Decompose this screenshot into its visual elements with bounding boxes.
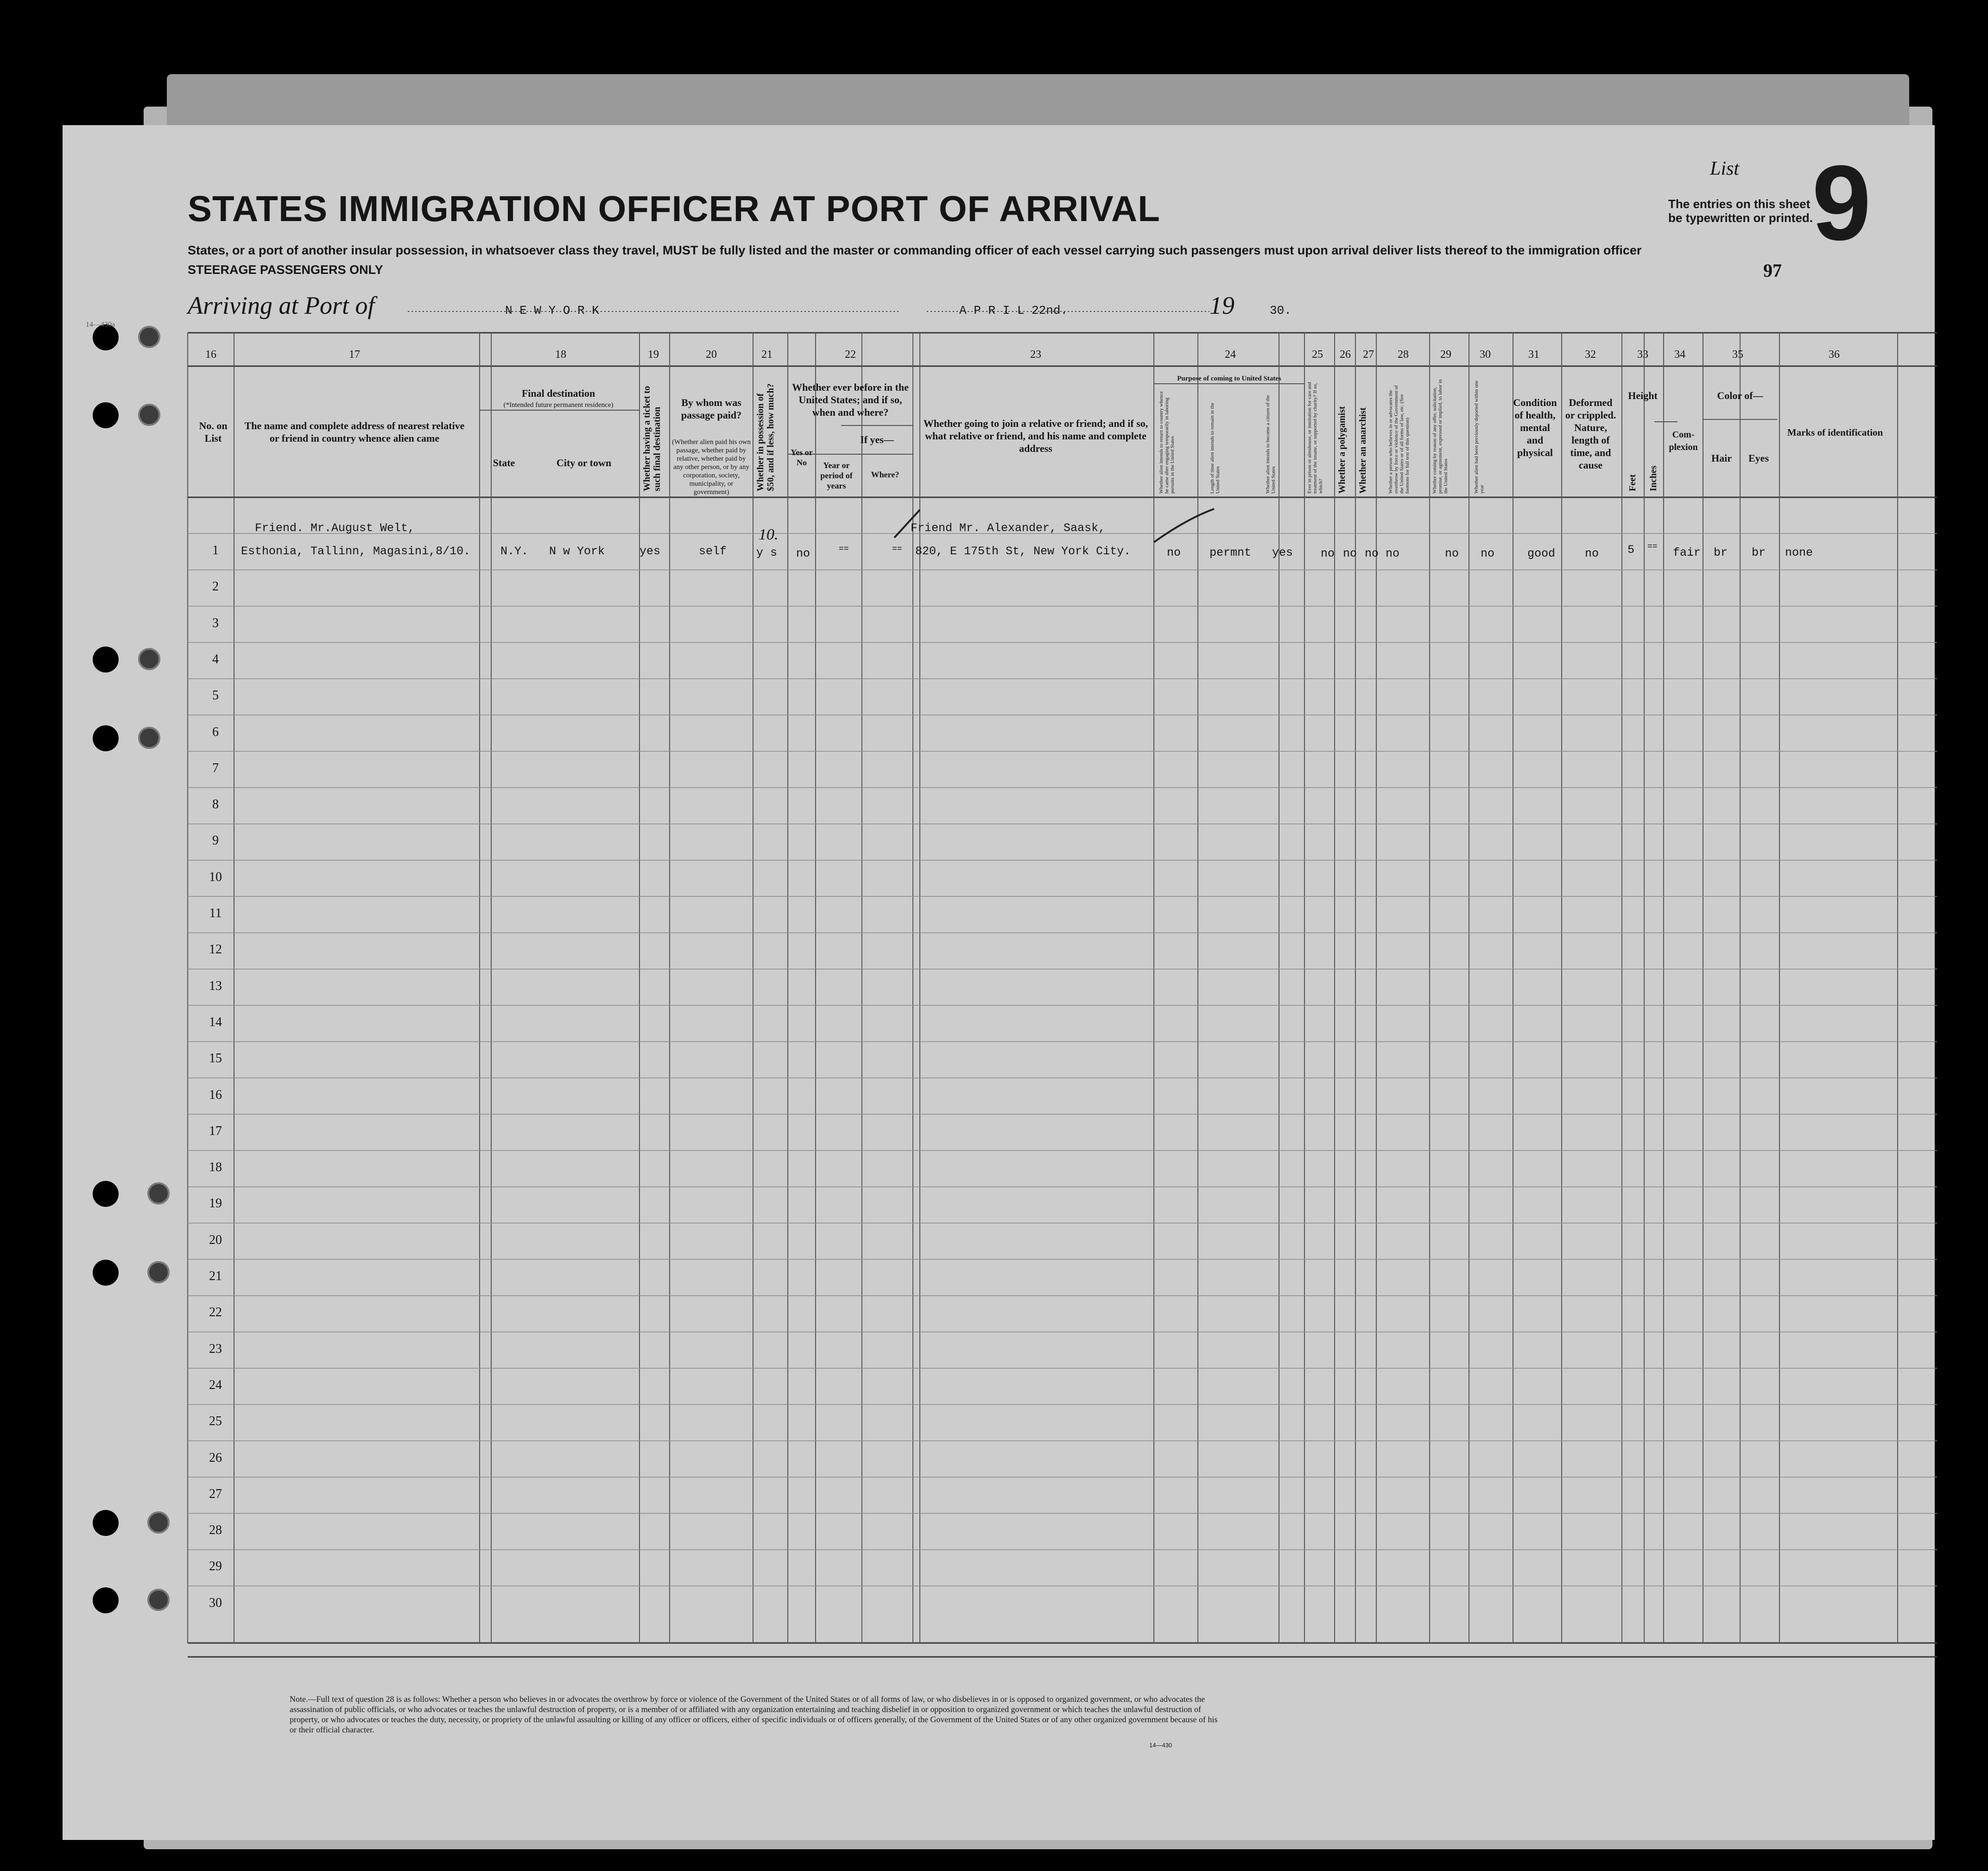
entry-money-typed: y s <box>756 546 778 559</box>
row-number: 24 <box>209 1377 222 1392</box>
entry-eyes: br <box>1752 546 1766 559</box>
header-polygamist: Whether a polygamist <box>1337 406 1347 494</box>
list-note-line2: be typewritten or printed. <box>1668 211 1813 225</box>
list-note-line1: The entries on this sheet <box>1668 197 1811 211</box>
col-number: 20 <box>706 349 717 361</box>
header-feet: Feet <box>1627 474 1638 491</box>
header-passage-paid-note: (Whether alien paid his own passage, whether paid by relative, whether paid by any other person, or by any corporation, society, municipality, or government) <box>672 438 751 496</box>
header-health: Condition of health, mental and physical <box>1513 397 1557 458</box>
col-number: 30 <box>1480 349 1491 361</box>
row-number: 6 <box>212 724 219 739</box>
row-number: 26 <box>209 1450 222 1465</box>
row-number: 22 <box>209 1305 222 1320</box>
col-number: 23 <box>1030 349 1041 361</box>
entry-complexion: fair <box>1673 546 1701 559</box>
col-number: 29 <box>1440 349 1451 361</box>
header-where: Where? <box>871 470 899 479</box>
col-number: 34 <box>1674 349 1685 361</box>
list-number: 9 <box>1812 143 1871 262</box>
entry-city: N w York <box>549 545 605 558</box>
page-title: STATES IMMIGRATION OFFICER AT PORT OF ARRIVAL <box>188 188 1160 229</box>
col-number: 35 <box>1732 349 1743 361</box>
col-number: 24 <box>1225 349 1236 361</box>
row-number: 25 <box>209 1414 222 1429</box>
entry-before-us: no <box>796 547 810 560</box>
entry-relative-line1: Friend. Mr.August Welt, <box>255 521 415 535</box>
year-prefix: 19 <box>1209 292 1235 319</box>
header-return-intent: Whether alien intends to return to country whence he came after engaging temporarily in laboring pursuits in the United States <box>1159 391 1175 494</box>
row-number: 7 <box>212 761 219 775</box>
entry-marks: none <box>1785 546 1813 559</box>
col-number: 25 <box>1312 349 1323 361</box>
header-state: State <box>493 457 515 469</box>
col-number: 18 <box>555 349 566 361</box>
entry-state: N.Y. <box>500 545 529 558</box>
header-color-of: Color of— <box>1717 390 1763 401</box>
header-anarchist: Whether an anarchist <box>1358 407 1368 494</box>
row-number: 11 <box>209 906 222 920</box>
entry-overthrow: no <box>1386 547 1400 560</box>
header-final-destination-note: (*Intended future permanent residence) <box>503 401 614 409</box>
col-number: 22 <box>845 349 856 361</box>
entry-polygamist: no <box>1343 547 1357 560</box>
row-number: 19 <box>209 1196 222 1211</box>
header-eyes: Eyes <box>1748 452 1769 464</box>
row-number: 21 <box>209 1269 222 1283</box>
header-prison: Ever in prison or almshouse, or institution for care and treatment of the insane, or supported by charity? If so, which? <box>1307 382 1323 494</box>
header-if-yes: If yes— <box>860 434 894 445</box>
header-hair: Hair <box>1711 452 1732 464</box>
col-number: 33 <box>1637 349 1648 361</box>
entry-anarchist: no <box>1365 547 1379 560</box>
footnote: Note.—Full text of question 28 is as follows: Whether a person who believes in or advocates the overthrow by force or violence of the Government of the United States or of all forms of law, or who disbelieves in or is opposed to organized government, or who advocates the assassination of public officials, or who advocates or teaches the unlawful destruction of property, or is a member of or affiliated with any organization entertaining and teaching disbelief in or opposition to organized government or which teaches the unlawful destruction of property, or who advocates or teaches the duty, necessity, or propriety of the unlawful assaulting or killing of any officer or officers, either of specific individuals or of officers generally, of the Government of the United States or of any other organized government because of his or their official character. <box>290 1694 1218 1734</box>
date-value: A P R I L 22nd. <box>959 304 1068 317</box>
entry-where: == <box>892 545 902 554</box>
col-number: 26 <box>1340 349 1351 361</box>
list-label: List <box>1710 158 1740 179</box>
row-number: 12 <box>209 942 222 957</box>
instructions-line: States, or a port of another insular possession, in whatsoever class they travel, MUST be fully listed and the master or commanding officer of each vessel carrying such passengers must upon arrival deliver lists thereof to the immigration officer <box>188 243 1642 257</box>
port-value: N E W Y O R K <box>505 304 599 317</box>
header-join-relative: Whether going to join a relative or friend; and if so, what relative or friend, and his name and complete address <box>923 418 1148 454</box>
header-labor-offer: Whether coming by reason of any offer, solicitation, promise, or agreement, expressed or implied, to labor in the United States <box>1432 379 1449 494</box>
entry-length-stay: permnt <box>1209 546 1252 559</box>
header-year-period: Year or period of years <box>820 461 853 490</box>
page-number: 97 <box>1763 260 1782 281</box>
row-number: 13 <box>209 978 222 993</box>
row-number: 5 <box>212 688 219 703</box>
col-number: 28 <box>1398 349 1409 361</box>
header-deformed: Deformed or crippled. Nature, length of time, and cause <box>1565 397 1616 471</box>
row-number: 27 <box>209 1486 222 1501</box>
entry-year-period: == <box>839 545 849 554</box>
row-number: 29 <box>209 1559 222 1574</box>
year-value: 30. <box>1270 304 1292 317</box>
entry-join-line1: Friend Mr. Alexander, Saask, <box>911 521 1106 535</box>
header-city: City or town <box>556 457 612 469</box>
entry-return-intent: no <box>1167 546 1181 559</box>
header-purpose: Purpose of coming to United States <box>1177 375 1281 382</box>
header-complexion: Com-plexion <box>1669 430 1698 452</box>
entry-paid-by: self <box>699 545 727 558</box>
header-no-on-list: No. on List <box>199 420 228 444</box>
row-number: 28 <box>209 1523 222 1538</box>
row-number: 17 <box>209 1123 222 1138</box>
header-deported: Whether alien had been previously deported within one year <box>1474 380 1485 494</box>
header-inches: Inches <box>1648 465 1659 491</box>
row-number: 2 <box>212 579 219 594</box>
header-money: Whether in possession of $50, and if less, how much? <box>755 383 776 491</box>
header-height: Height <box>1628 390 1658 401</box>
header-before-in-us: Whether ever before in the United States; and if so, when and where? <box>792 381 909 418</box>
form-id: 14—430a <box>86 321 115 329</box>
col-number: 31 <box>1528 349 1539 361</box>
entry-prison: no <box>1321 547 1335 560</box>
col-number: 21 <box>761 349 772 361</box>
entry-hair: br <box>1714 546 1728 559</box>
row-number: 18 <box>209 1160 222 1175</box>
arriving-label: Arriving at Port of <box>188 292 375 319</box>
row-number: 20 <box>209 1232 222 1247</box>
entry-citizen: yes <box>1272 546 1293 559</box>
entry-deformed: no <box>1585 547 1599 560</box>
row-number: 4 <box>212 652 219 666</box>
col-number: 17 <box>349 349 360 361</box>
entry-join-line2: 820, E 175th St, New York City. <box>915 545 1131 558</box>
entry-ticket: yes <box>639 545 661 558</box>
header-marks: Marks of identification <box>1787 427 1883 438</box>
row-number: 23 <box>209 1341 222 1356</box>
header-nearest-relative: The name and complete address of nearest relative or friend in country whence alien came <box>244 420 465 444</box>
col-number: 16 <box>205 349 216 361</box>
row-number: 15 <box>209 1051 222 1066</box>
header-final-destination: Final destination <box>521 387 595 399</box>
entry-inches: == <box>1647 542 1658 552</box>
entry-feet: 5 <box>1627 543 1635 557</box>
col-number: 19 <box>648 349 659 361</box>
header-yes-no: Yes or No <box>791 448 813 467</box>
col-number: 32 <box>1585 349 1596 361</box>
entry-money: 10. <box>759 526 779 543</box>
row-number: 14 <box>209 1015 222 1029</box>
header-ticket: Whether having a ticket to such final destination <box>642 386 662 491</box>
steerage-label: STEERAGE PASSENGERS ONLY <box>188 263 383 277</box>
col-number: 36 <box>1829 349 1840 361</box>
footnote-id: 14—430 <box>1149 1742 1172 1749</box>
header-citizen: Whether alien intends to become a citizen of the United States <box>1265 395 1276 494</box>
row-number: 16 <box>209 1087 222 1102</box>
header-passage-paid: By whom was passage paid? <box>681 397 742 421</box>
row-number: 10 <box>209 869 222 884</box>
entry-labor-offer: no <box>1445 547 1459 560</box>
row-number: 8 <box>212 797 219 812</box>
entry-deported: no <box>1481 547 1495 560</box>
row-number: 3 <box>212 615 219 630</box>
header-overthrow: Whether a person who believes in or advocates the overthrow by force or violence of the Government of the United States or of all forms of law, etc. (See footnote for full text of this question) <box>1388 385 1410 494</box>
header-length-stay: Length of time alien intends to remain in the United States <box>1209 402 1221 494</box>
row-number: 30 <box>209 1595 222 1610</box>
row-number: 9 <box>212 833 219 848</box>
entry-health: good <box>1527 547 1556 560</box>
row-number: 1 <box>212 543 219 558</box>
entry-relative-line2: Esthonia, Tallinn, Magasini,8/10. <box>241 545 471 558</box>
col-number: 27 <box>1363 349 1374 361</box>
